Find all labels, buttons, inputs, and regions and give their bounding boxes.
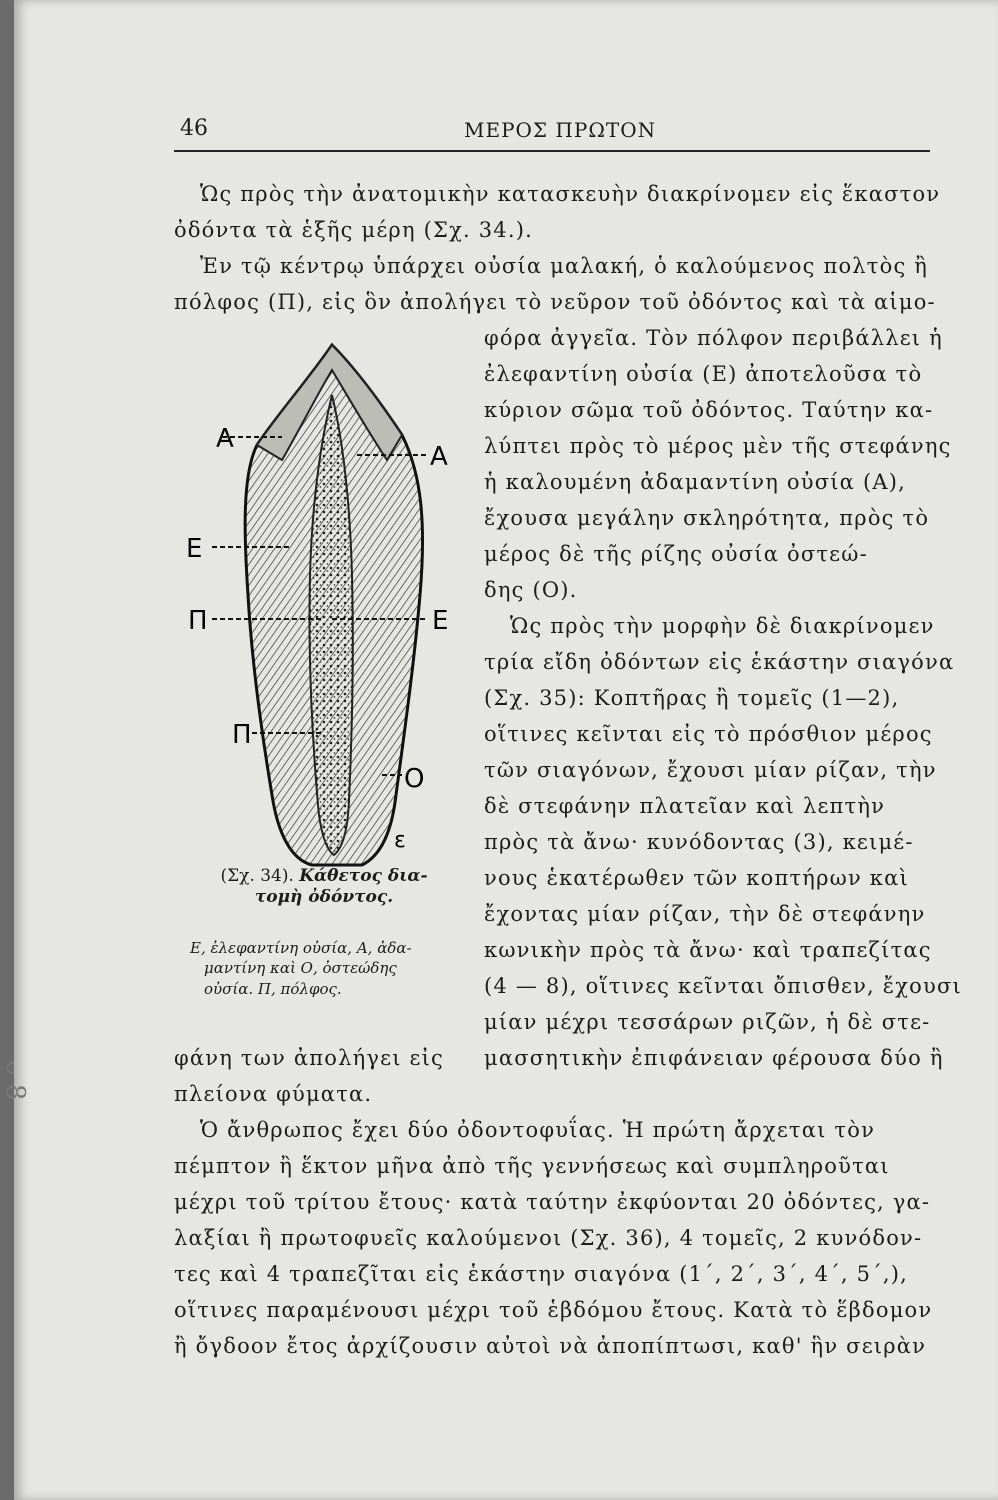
figure-label: Α (430, 442, 448, 472)
text-line: πέμπτον ἢ ἕκτον μῆνα ἀπὸ τῆς γεννήσεως καὶ συμπληροῦται (174, 1154, 890, 1178)
text-line: κύριον σῶμα τοῦ ὀδόντος. Ταύτην κα- (484, 398, 934, 422)
margin-pencil-mark: ᴗ 8 (0, 1060, 30, 1101)
text-line: οἵτινες κεῖνται εἰς τὸ πρόσθιον μέρος (484, 722, 933, 746)
text-line: (Σχ. 35): Κοπτῆρας ἢ τομεῖς (1—2), (484, 686, 900, 710)
text-line: ἐλεφαντίνη οὐσία (Ε) ἀποτελοῦσα τὸ (484, 362, 923, 386)
text-line: (4 — 8), οἵτινες κεῖνται ὄπισθεν, ἔχουσι (484, 974, 962, 998)
legend-line: Ε, ἐλεφαντίνη οὐσία, Α, ἀδα- (190, 939, 412, 957)
text-line: Ὡς πρὸς τὴν μορφὴν δὲ διακρίνομεν (510, 614, 935, 638)
caption-number: (Σχ. 34). (220, 866, 294, 886)
page-header (174, 112, 930, 148)
figure-label: ε (394, 828, 406, 853)
figure-label: Ε (432, 606, 449, 636)
figure-legend (190, 938, 474, 999)
text-line: ἡ καλουμένη ἀδαμαντίνη οὐσία (Α), (484, 470, 906, 494)
text-line: νους ἑκατέρωθεν τῶν κοπτήρων καὶ (484, 866, 909, 890)
text-line: μασσητικὴν ἐπιφάνειαν φέρουσα δύο ἢ (484, 1046, 944, 1070)
caption-title-2: τομὴ ὀδόντος. (254, 887, 394, 908)
figure-caption (176, 866, 472, 909)
text-line: λύπτει πρὸς τὸ μέρος μὲν τῆς στεφάνης (484, 434, 952, 458)
text-line: δης (Ο). (484, 578, 578, 602)
figure-label: Ο (404, 764, 425, 794)
page-number: 46 (180, 116, 208, 141)
text-line: δὲ στεφάνην πλατεῖαν καὶ λεπτὴν (484, 794, 886, 818)
text-line: τες καὶ 4 τραπεζῖται εἰς ἑκάστην σιαγόνα (1΄, 2΄, 3΄, 4΄, 5΄,), (174, 1262, 909, 1286)
text-line: οἵτινες παραμένουσι μέχρι τοῦ ἑβδόμου ἔτους. Κατὰ τὸ ἕβδομον (174, 1298, 933, 1322)
text-line: ἔχοντας μίαν ρίζαν, τὴν δὲ στεφάνην (484, 902, 926, 926)
tooth-section-figure (182, 335, 472, 870)
text-line: ἢ ὄγδοον ἔτος ἀρχίζουσιν αὐτοὶ νὰ ἀποπίπτωσι, καθ' ἣν σειρὰν (174, 1334, 927, 1358)
text-line: μέρος δὲ τῆς ρίζης οὐσία ὀστεώ- (484, 542, 868, 566)
text-line: πόλφος (Π), εἰς ὃν ἀπολήγει τὸ νεῦρον τοῦ ὀδόντος καὶ τὰ αἱμο- (174, 290, 936, 314)
text-line: Ἐν τῷ κέντρῳ ὑπάρχει οὐσία μαλακή, ὁ καλούμενος πολτὸς ἢ (200, 254, 929, 278)
text-line: τῶν σιαγόνων, ἔχουσι μίαν ρίζαν, τὴν (484, 758, 937, 782)
text-line: τρία εἴδη ὀδόντων εἰς ἑκάστην σιαγόνα (484, 650, 955, 674)
text-line: ἔχουσα μεγάλην σκληρότητα, πρὸς τὸ (484, 506, 930, 530)
text-line: φάνη των ἀπολήγει εἰς (174, 1046, 445, 1070)
text-line: Ὁ ἄνθρωπος ἔχει δύο ὀδοντοφυΐας. Ἡ πρώτη ἄρχεται τὸν (200, 1118, 876, 1142)
running-head: ΜΕΡΟΣ ΠΡΩΤΟΝ (464, 118, 657, 142)
text-line: κωνικὴν πρὸς τὰ ἄνω· καὶ τραπεζίτας (484, 938, 932, 962)
text-line: πρὸς τὰ ἄνω· κυνόδοντας (3), κειμέ- (484, 830, 914, 854)
text-line: ὀδόντα τὰ ἑξῆς μέρη (Σχ. 34.). (174, 218, 534, 242)
figure-label: Π (188, 606, 208, 636)
book-page (14, 0, 998, 1500)
caption-title: Κάθετος δια- (299, 866, 428, 886)
figure-label: Π (232, 720, 252, 750)
text-line: φόρα ἀγγεῖα. Τὸν πόλφον περιβάλλει ἡ (484, 326, 943, 350)
legend-line: οὐσία. Π, πόλφος. (204, 979, 342, 998)
text-line: πλείονα φύματα. (174, 1082, 373, 1106)
text-line: Ὡς πρὸς τὴν ἀνατομικὴν κατασκευὴν διακρίνομεν εἰς ἕκαστον (200, 182, 941, 206)
text-line: μέχρι τοῦ τρίτου ἔτους· κατὰ ταύτην ἐκφύονται 20 ὀδόντες, γα- (174, 1190, 931, 1214)
header-rule (174, 150, 930, 152)
figure-label: Ε (186, 534, 203, 564)
legend-line: μαντίνη καὶ Ο, ὀστεώδης (204, 959, 397, 978)
text-line: λαξίαι ἢ πρωτοφυεῖς καλούμενοι (Σχ. 36), 4 τομεῖς, 2 κυνόδον- (174, 1226, 923, 1250)
text-line: μίαν μέχρι τεσσάρων ριζῶν, ἡ δὲ στε- (484, 1010, 931, 1034)
figure-label: Α (216, 424, 234, 454)
